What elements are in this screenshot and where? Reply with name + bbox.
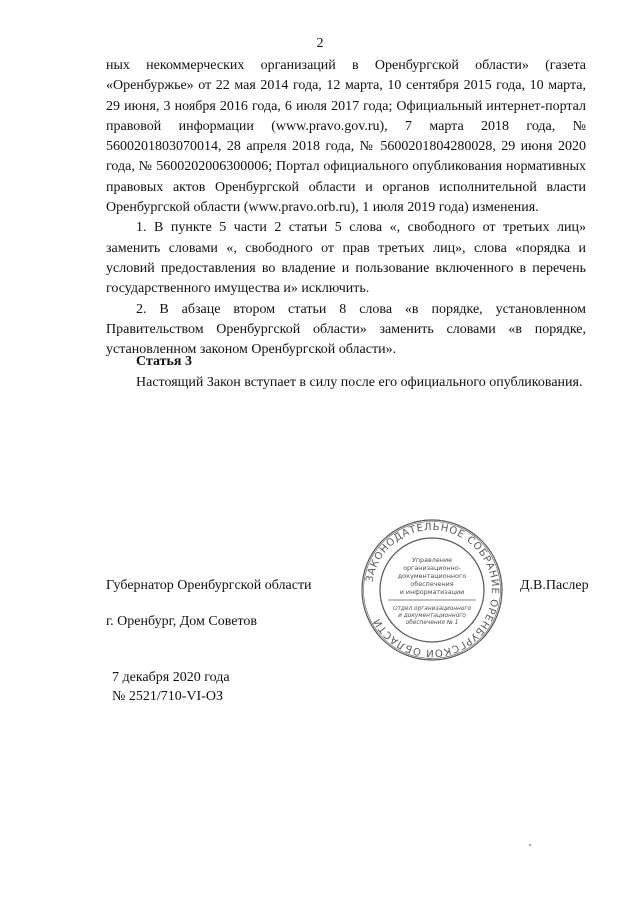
signer-name: Д.В.Паслер: [520, 578, 589, 593]
article-3-text: Настоящий Закон вступает в силу после его официального опубликования.: [136, 375, 583, 390]
official-seal-stamp: [360, 518, 504, 662]
seal-bottom-line: обеспечения № 1: [405, 620, 459, 626]
body-text: [106, 56, 586, 360]
paragraph-item-2: 2. В абзаце втором статьи 8 слова «в порядке, установленном Правительством Оренбургской области» заменить словами «в порядке, установленном законом Оренбургской области».: [106, 301, 586, 358]
seal-bottom-line: и документационного: [398, 613, 466, 619]
law-date-number: [112, 668, 230, 706]
law-date: 7 декабря 2020 года: [112, 670, 230, 685]
law-number: № 2521/710-VI-ОЗ: [112, 689, 223, 704]
seal-inner-line: Управление: [411, 556, 453, 564]
seal-inner-line: и информатизации: [399, 588, 465, 596]
governor-title: Губернатор Оренбургской области: [106, 578, 312, 593]
paragraph-item-1: 1. В пункте 5 части 2 статьи 5 слова «, свободного от третьих лиц» заменить словами «, свободного от прав третьих лиц», слова «порядка и условий предоставления во владение и пользование включенного в перечень государственного имущества и» исключить.: [106, 220, 586, 297]
signing-place: г. Оренбург, Дом Советов: [106, 614, 257, 629]
article-3-title: Статья 3: [136, 354, 192, 369]
page-number: 2: [316, 36, 324, 51]
paragraph-continuation: ных некоммерческих организаций в Оренбургской области» (газета «Оренбуржье» от 22 мая 2014 года, 12 марта, 10 сентября 2015 года, 10 марта, 29 июня, 3 ноября 2016 года, 6 июля 2017 года; Официальный интернет-портал правовой информации (www.pravo.gov.ru), 7 марта 2018 года, № 5600201803070014, 28 апреля 2018 года, № 5600201804280028, 29 июня 2020 года, № 5600202006300006; Портал официального опубликования нормативных правовых актов Оренбургской области и органов исполнительной власти Оренбургской области (www.pravo.orb.ru), 1 июля 2019 года) изменения.: [106, 58, 586, 216]
seal-bottom-line: Отдел организационного: [392, 606, 472, 612]
seal-inner-line: документационного: [397, 572, 467, 580]
seal-inner-line: организационно-: [403, 564, 461, 572]
scan-speck: [529, 844, 531, 846]
seal-inner-line: обеспечения: [410, 580, 454, 588]
seal-ring-text: ЗАКОНОДАТЕЛЬНОЕ СОБРАНИЕ ОРЕНБУРГСКОЙ ОБЛАСТИ: [364, 521, 501, 659]
